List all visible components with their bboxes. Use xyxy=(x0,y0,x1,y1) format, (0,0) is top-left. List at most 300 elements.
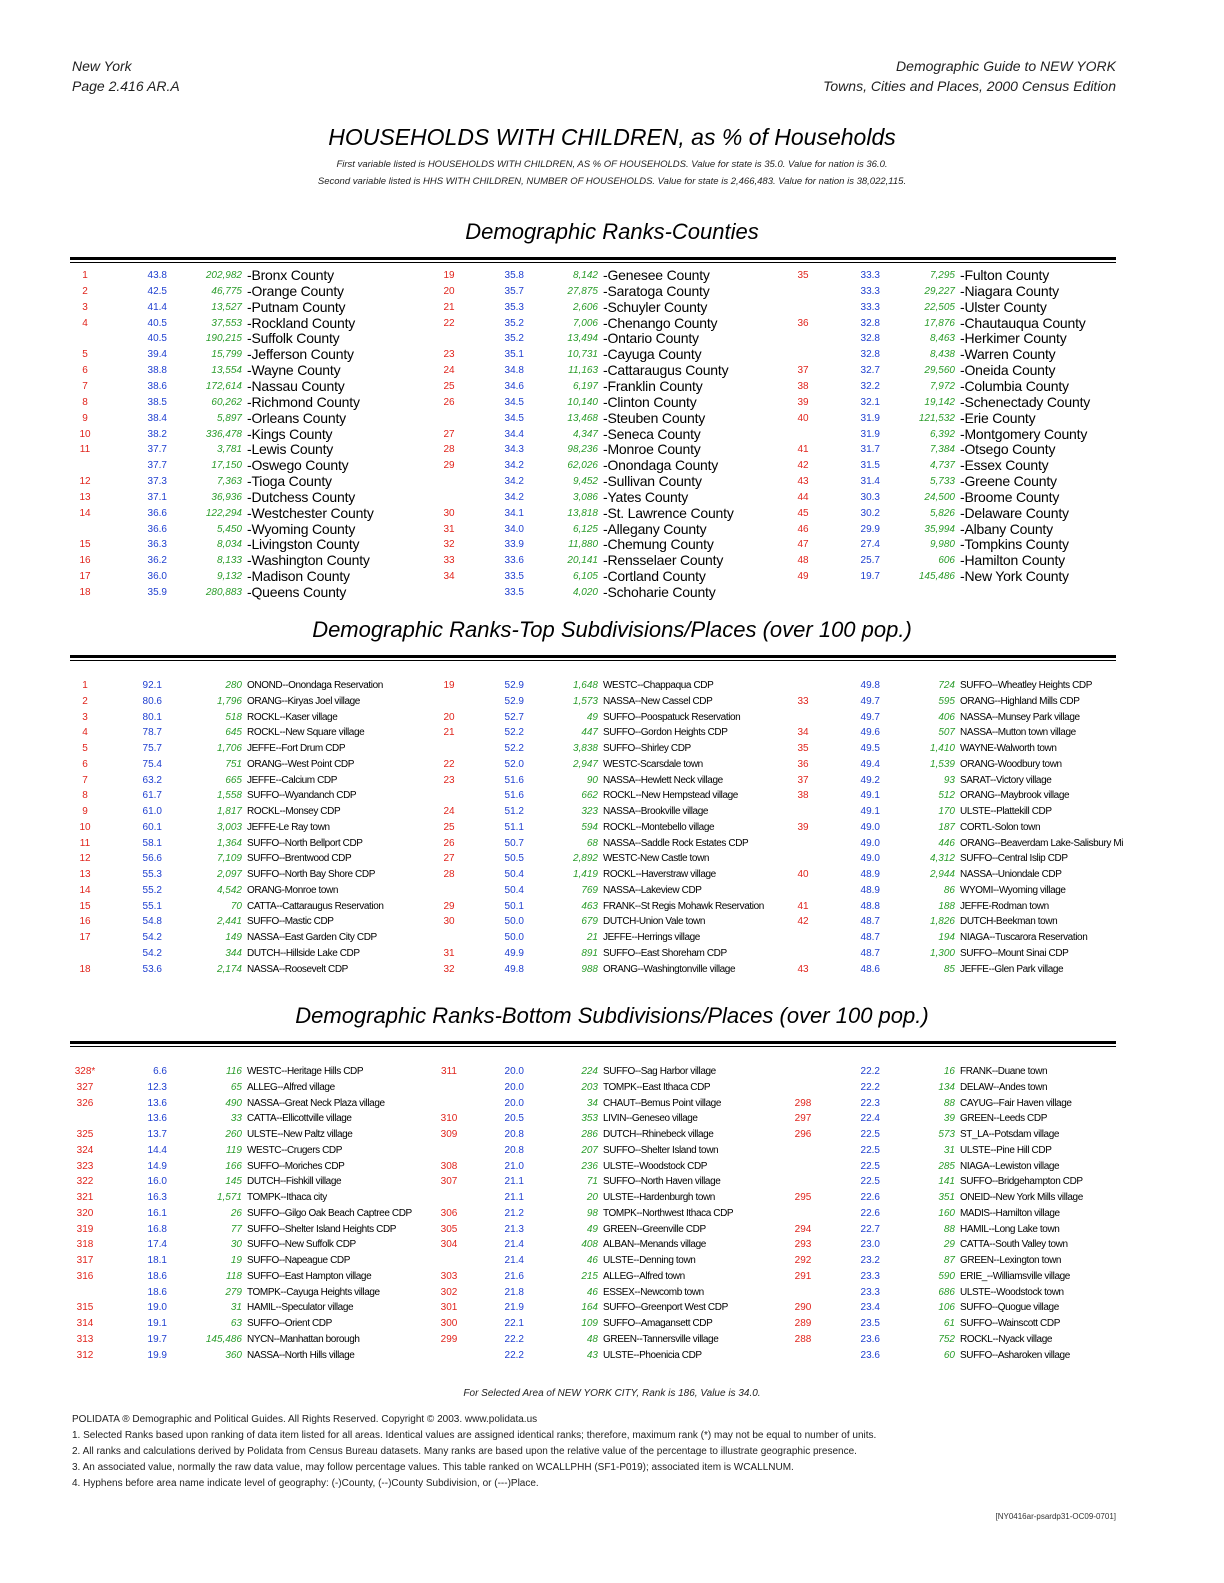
area-name-cell: ONEID--New York Mills village xyxy=(960,1192,1083,1203)
area-name-cell: ERIE_--Williamsville village xyxy=(960,1270,1070,1282)
count-cell: 1,796 xyxy=(216,695,242,707)
count-cell: 594 xyxy=(581,821,598,833)
area-name-cell: TOMPK--Ithaca city xyxy=(247,1192,327,1203)
rank-cell: 289 xyxy=(794,1318,812,1329)
percent-cell: 22.4 xyxy=(860,1113,880,1125)
count-cell: 34 xyxy=(586,1097,598,1109)
rank-cell: 18 xyxy=(79,963,91,975)
rank-cell: 9 xyxy=(82,806,88,817)
count-cell: 447 xyxy=(581,727,598,739)
percent-cell: 23.6 xyxy=(860,1333,880,1345)
area-name-cell: WESTC-New Castle town xyxy=(603,853,710,865)
count-cell: 3,781 xyxy=(216,444,242,456)
area-name-cell: SUFFO--Orient CDP xyxy=(247,1318,332,1329)
percent-cell: 37.7 xyxy=(147,444,167,456)
area-name-cell: -Chenango County xyxy=(603,314,718,331)
percent-cell: 19.9 xyxy=(147,1349,167,1361)
area-name-cell: SUFFO--Wainscott CDP xyxy=(960,1318,1060,1329)
nyc-note: For Selected Area of NEW YORK CITY, Rank is 186, Value is 34.0. xyxy=(463,1388,761,1399)
rank-cell: 7 xyxy=(82,380,88,392)
rank-cell: 10 xyxy=(79,821,91,833)
area-name-cell: -Clinton County xyxy=(603,393,697,410)
area-name-cell: -Delaware County xyxy=(960,504,1069,521)
guide-title: Demographic Guide to NEW YORK xyxy=(896,58,1116,74)
area-name-cell: DUTCH--Hillside Lake CDP xyxy=(247,947,360,959)
count-cell: 752 xyxy=(938,1333,955,1345)
count-cell: 662 xyxy=(581,790,598,802)
area-name-cell: -Sullivan County xyxy=(603,473,702,490)
area-name-cell: NASSA--Saddle Rock Estates CDP xyxy=(603,837,749,849)
count-cell: 86 xyxy=(943,884,955,896)
percent-cell: 16.0 xyxy=(147,1176,167,1188)
rank-cell: 31 xyxy=(443,947,455,959)
percent-cell: 19.1 xyxy=(147,1318,167,1329)
percent-cell: 37.3 xyxy=(147,476,167,488)
area-name-cell: ALLEG--Alfred village xyxy=(247,1081,335,1093)
area-name-cell: JEFFE-Rodman town xyxy=(960,900,1049,912)
area-name-cell: SUFFO--Napeague CDP xyxy=(247,1255,350,1266)
count-cell: 351 xyxy=(938,1192,955,1203)
rank-cell: 27 xyxy=(443,428,455,440)
count-cell: 5,733 xyxy=(929,476,955,488)
percent-cell: 33.6 xyxy=(504,555,524,567)
percent-cell: 52.9 xyxy=(504,695,524,707)
area-name-cell: -Richmond County xyxy=(247,393,360,410)
count-cell: 60,262 xyxy=(211,396,242,408)
count-cell: 190,215 xyxy=(205,333,242,345)
section-title-top: Demographic Ranks-Top Subdivisions/Places (over 100 pop.) xyxy=(312,617,912,642)
rank-cell: 19 xyxy=(443,270,455,281)
count-cell: 106 xyxy=(938,1302,955,1314)
count-cell: 5,450 xyxy=(216,523,242,535)
count-cell: 7,384 xyxy=(929,444,955,456)
rank-cell: 33 xyxy=(443,555,455,567)
count-cell: 4,347 xyxy=(572,428,598,440)
percent-cell: 38.5 xyxy=(147,396,167,408)
area-name-cell: -Albany County xyxy=(960,520,1053,537)
area-name-cell: SUFFO--Shirley CDP xyxy=(603,743,691,754)
rank-cell: 307 xyxy=(440,1176,458,1188)
percent-cell: 54.2 xyxy=(142,947,162,959)
rank-cell: 35 xyxy=(797,270,809,281)
area-name-cell: SUFFO--North Bay Shore CDP xyxy=(247,869,375,880)
count-cell: 13,494 xyxy=(567,333,598,345)
count-cell: 260 xyxy=(225,1129,242,1140)
percent-cell: 12.3 xyxy=(147,1081,167,1093)
percent-cell: 18.6 xyxy=(147,1270,167,1282)
rank-cell: 4 xyxy=(82,727,88,739)
percent-cell: 58.1 xyxy=(142,837,162,849)
percent-cell: 21.6 xyxy=(504,1270,524,1282)
count-cell: 686 xyxy=(938,1286,955,1298)
count-cell: 62,026 xyxy=(567,460,598,472)
footnote-copyright: POLIDATA ® Demographic and Political Guides. All Rights Reserved. Copyright © 2003. www.polidata.us xyxy=(72,1414,538,1425)
count-cell: 1,817 xyxy=(216,806,242,817)
count-cell: 85 xyxy=(943,963,955,975)
count-cell: 1,410 xyxy=(929,743,955,754)
count-cell: 188 xyxy=(938,900,955,912)
percent-cell: 33.9 xyxy=(504,539,524,551)
percent-cell: 23.2 xyxy=(860,1255,880,1266)
rank-cell: 13 xyxy=(79,869,91,880)
count-cell: 61 xyxy=(943,1318,955,1329)
count-cell: 4,542 xyxy=(216,884,242,896)
rank-cell: 36 xyxy=(797,758,809,770)
count-cell: 279 xyxy=(225,1286,242,1298)
count-cell: 285 xyxy=(938,1160,955,1172)
area-name-cell: SUFFO--Poospatuck Reservation xyxy=(603,711,741,723)
area-name-cell: -Chautauqua County xyxy=(960,314,1086,331)
percent-cell: 50.7 xyxy=(504,837,524,849)
percent-cell: 23.5 xyxy=(860,1318,880,1329)
area-name-cell: -Ontario County xyxy=(603,330,699,347)
area-name-cell: ORANG--West Point CDP xyxy=(247,758,354,770)
percent-cell: 19.7 xyxy=(147,1333,167,1345)
count-cell: 1,826 xyxy=(929,916,955,928)
count-cell: 13,527 xyxy=(211,301,242,313)
count-cell: 6,105 xyxy=(572,571,598,583)
percent-cell: 38.2 xyxy=(147,428,167,440)
area-name-cell: ORANG--Beaverdam Lake-Salisbury Mi xyxy=(960,837,1124,849)
count-cell: 43 xyxy=(586,1349,598,1361)
rank-cell: 49 xyxy=(797,571,809,583)
count-cell: 490 xyxy=(225,1097,242,1109)
rank-cell: 38 xyxy=(797,380,809,392)
area-name-cell: -Genesee County xyxy=(603,267,710,283)
percent-cell: 20.8 xyxy=(504,1144,524,1156)
rank-cell: 326 xyxy=(76,1097,94,1109)
rank-cell: 306 xyxy=(440,1207,458,1219)
percent-cell: 13.6 xyxy=(147,1113,167,1125)
percent-cell: 18.1 xyxy=(147,1255,167,1266)
percent-cell: 21.3 xyxy=(504,1223,524,1235)
area-name-cell: ORANG--Washingtonville village xyxy=(603,963,736,975)
count-cell: 6,197 xyxy=(572,380,598,392)
percent-cell: 33.5 xyxy=(504,571,524,583)
area-name-cell: DUTCH--Rhinebeck village xyxy=(603,1129,714,1140)
section-rule xyxy=(70,257,1116,260)
rank-cell: 29 xyxy=(443,460,455,472)
percent-cell: 27.4 xyxy=(860,539,880,551)
percent-cell: 36.0 xyxy=(147,571,167,583)
count-cell: 1,571 xyxy=(216,1192,242,1203)
rank-cell: 304 xyxy=(440,1239,458,1251)
count-cell: 344 xyxy=(225,947,242,959)
rank-cell: 19 xyxy=(443,680,455,691)
percent-cell: 29.9 xyxy=(860,523,880,535)
percent-cell: 34.2 xyxy=(504,460,524,472)
count-cell: 2,947 xyxy=(572,758,598,770)
percent-cell: 6.6 xyxy=(153,1066,167,1077)
count-cell: 145,486 xyxy=(918,571,955,583)
count-cell: 2,944 xyxy=(929,869,955,880)
count-cell: 2,174 xyxy=(216,963,242,975)
count-cell: 2,097 xyxy=(216,869,242,880)
percent-cell: 50.1 xyxy=(504,900,524,912)
count-cell: 71 xyxy=(586,1176,598,1188)
area-name-cell: JEFFE--Glen Park village xyxy=(960,963,1064,975)
rank-cell: 12 xyxy=(79,853,91,865)
area-name-cell: ESSEX--Newcomb town xyxy=(603,1286,704,1298)
percent-cell: 31.5 xyxy=(860,460,880,472)
percent-cell: 21.2 xyxy=(504,1207,524,1219)
count-cell: 988 xyxy=(581,963,598,975)
percent-cell: 56.6 xyxy=(142,853,162,865)
count-cell: 8,438 xyxy=(929,349,955,361)
area-name-cell: TOMPK--Northwest Ithaca CDP xyxy=(603,1207,734,1219)
percent-cell: 48.7 xyxy=(860,916,880,928)
area-name-cell: CATTA--Cattaraugus Reservation xyxy=(247,900,384,912)
rank-cell: 9 xyxy=(82,412,88,424)
section-rule xyxy=(70,1041,1116,1044)
rank-cell: 4 xyxy=(82,317,88,329)
count-cell: 769 xyxy=(581,884,598,896)
count-cell: 134 xyxy=(938,1081,955,1093)
percent-cell: 23.6 xyxy=(860,1349,880,1361)
rank-cell: 1 xyxy=(82,270,88,281)
count-cell: 145 xyxy=(225,1176,242,1188)
rank-cell: 322 xyxy=(76,1176,94,1188)
area-name-cell: NASSA--Great Neck Plaza village xyxy=(247,1097,385,1109)
count-cell: 8,034 xyxy=(216,539,242,551)
rank-cell: 295 xyxy=(794,1192,812,1203)
area-name-cell: -Oswego County xyxy=(247,457,349,474)
area-name-cell: ORANG--Kiryas Joel village xyxy=(247,695,360,707)
count-cell: 48 xyxy=(586,1333,598,1345)
count-cell: 507 xyxy=(938,727,955,739)
area-name-cell: -Chemung County xyxy=(603,536,714,553)
count-cell: 49 xyxy=(586,1223,598,1235)
percent-cell: 13.7 xyxy=(147,1129,167,1140)
area-name-cell: -Tioga County xyxy=(247,473,332,490)
count-cell: 35,994 xyxy=(924,523,955,535)
count-cell: 77 xyxy=(230,1223,242,1235)
count-cell: 286 xyxy=(581,1129,598,1140)
rank-cell: 26 xyxy=(443,837,455,849)
count-cell: 90 xyxy=(586,774,598,786)
area-name-cell: CAYUG--Fair Haven village xyxy=(960,1097,1072,1109)
percent-cell: 61.0 xyxy=(142,806,162,817)
area-name-cell: GREEN--Leeds CDP xyxy=(960,1113,1047,1125)
percent-cell: 16.8 xyxy=(147,1223,167,1235)
rank-cell: 39 xyxy=(797,396,809,408)
rank-cell: 2 xyxy=(82,285,88,297)
area-name-cell: -Essex County xyxy=(960,457,1049,474)
count-cell: 46 xyxy=(586,1286,598,1298)
variable-note-1: First variable listed is HOUSEHOLDS WITH CHILDREN, AS % OF HOUSEHOLDS. Value for state is 35.0. Value for nation is 36.0. xyxy=(336,159,888,170)
area-name-cell: -Wayne County xyxy=(247,362,341,379)
percent-cell: 48.7 xyxy=(860,932,880,943)
area-name-cell: -Montgomery County xyxy=(960,425,1088,442)
percent-cell: 33.3 xyxy=(860,301,880,313)
percent-cell: 35.7 xyxy=(504,285,524,297)
percent-cell: 23.4 xyxy=(860,1302,880,1314)
rank-cell: 11 xyxy=(79,837,91,849)
rank-cell: 15 xyxy=(79,900,91,912)
area-name-cell: CORTL-Solon town xyxy=(960,821,1041,833)
area-name-cell: ULSTE--Plattekill CDP xyxy=(960,806,1052,817)
rank-cell: 21 xyxy=(443,727,455,739)
area-name-cell: -Greene County xyxy=(960,473,1057,490)
area-name-cell: GREEN--Greenville CDP xyxy=(603,1223,706,1235)
count-cell: 31 xyxy=(943,1144,955,1156)
percent-cell: 22.2 xyxy=(504,1333,524,1345)
count-cell: 88 xyxy=(943,1223,955,1235)
rank-cell: 31 xyxy=(443,523,455,535)
count-cell: 7,295 xyxy=(929,270,955,281)
area-name-cell: SUFFO--Mount Sinai CDP xyxy=(960,947,1069,959)
page-header-left xyxy=(72,56,180,96)
area-name-cell: ST_LA--Potsdam village xyxy=(960,1129,1060,1140)
rank-cell: 24 xyxy=(443,806,455,817)
percent-cell: 33.3 xyxy=(860,270,880,281)
count-cell: 2,441 xyxy=(216,916,242,928)
rank-cell: 294 xyxy=(794,1223,812,1235)
rank-cell: 14 xyxy=(79,884,91,896)
area-name-cell: SUFFO--Amagansett CDP xyxy=(603,1318,713,1329)
percent-cell: 48.8 xyxy=(860,900,880,912)
rank-cell: 7 xyxy=(82,774,88,786)
rank-cell: 313 xyxy=(76,1333,94,1345)
rank-cell: 37 xyxy=(797,365,809,377)
count-cell: 3,838 xyxy=(572,743,598,754)
rank-cell: 34 xyxy=(797,727,809,739)
count-cell: 93 xyxy=(943,774,955,786)
area-name-cell: SUFFO--Moriches CDP xyxy=(247,1160,345,1172)
area-name-cell: TOMPK--Cayuga Heights village xyxy=(247,1286,380,1298)
count-cell: 1,419 xyxy=(572,869,598,880)
rank-cell: 5 xyxy=(82,349,88,361)
percent-cell: 22.1 xyxy=(504,1318,524,1329)
percent-cell: 40.5 xyxy=(147,333,167,345)
area-name-cell: CHAUT--Bemus Point village xyxy=(603,1097,721,1109)
percent-cell: 22.5 xyxy=(860,1129,880,1140)
count-cell: 2,892 xyxy=(572,853,598,865)
count-cell: 323 xyxy=(581,806,598,817)
percent-cell: 32.7 xyxy=(860,365,880,377)
count-cell: 751 xyxy=(225,758,242,770)
count-cell: 1,573 xyxy=(572,695,598,707)
count-cell: 164 xyxy=(581,1302,598,1314)
page-number: Page 2.416 AR.A xyxy=(72,78,180,94)
percent-cell: 49.7 xyxy=(860,695,880,707)
area-name-cell: -Washington County xyxy=(247,552,370,569)
count-cell: 20,141 xyxy=(567,555,598,567)
percent-cell: 50.5 xyxy=(504,853,524,865)
rank-cell: 321 xyxy=(76,1192,94,1203)
count-cell: 20 xyxy=(586,1192,598,1203)
rank-cell: 28 xyxy=(443,444,455,456)
percent-cell: 21.1 xyxy=(504,1192,524,1203)
area-name-cell: -Cattaraugus County xyxy=(603,362,729,379)
percent-cell: 21.4 xyxy=(504,1255,524,1266)
count-cell: 29,560 xyxy=(924,365,955,377)
area-name-cell: -Lewis County xyxy=(247,441,334,458)
count-cell: 17,876 xyxy=(924,317,955,329)
rank-cell: 298 xyxy=(794,1097,812,1109)
area-name-cell: HAMIL--Speculator village xyxy=(247,1302,354,1314)
count-cell: 160 xyxy=(938,1207,955,1219)
rank-cell: 32 xyxy=(443,963,455,975)
area-name-cell: SUFFO--East Shoreham CDP xyxy=(603,947,727,959)
count-cell: 202,982 xyxy=(205,270,242,281)
area-name-cell: NASSA--Uniondale CDP xyxy=(960,869,1062,880)
percent-cell: 49.2 xyxy=(860,774,880,786)
area-name-cell: -Franklin County xyxy=(603,377,703,394)
rank-cell: 323 xyxy=(76,1160,94,1172)
rank-cell: 315 xyxy=(76,1302,94,1314)
percent-cell: 22.6 xyxy=(860,1192,880,1203)
count-cell: 606 xyxy=(938,555,955,567)
count-cell: 408 xyxy=(581,1239,598,1251)
percent-cell: 49.1 xyxy=(860,806,880,817)
area-name-cell: ULSTE--Pine Hill CDP xyxy=(960,1144,1052,1156)
count-cell: 891 xyxy=(581,947,598,959)
percent-cell: 21.4 xyxy=(504,1239,524,1251)
rank-cell: 8 xyxy=(82,790,88,802)
percent-cell: 42.5 xyxy=(147,285,167,297)
rank-cell: 41 xyxy=(797,444,809,456)
area-name-cell: TOMPK--East Ithaca CDP xyxy=(603,1081,711,1093)
percent-cell: 34.8 xyxy=(504,365,524,377)
area-name-cell: -Columbia County xyxy=(960,377,1069,394)
area-name-cell: SUFFO--Quogue village xyxy=(960,1302,1059,1314)
count-cell: 119 xyxy=(226,1144,242,1156)
rank-cell: 24 xyxy=(443,365,455,377)
rank-cell: 6 xyxy=(82,758,88,770)
area-name-cell: SUFFO--North Bellport CDP xyxy=(247,837,363,849)
percent-cell: 48.6 xyxy=(860,963,880,975)
count-cell: 33 xyxy=(230,1113,242,1125)
rank-cell: 3 xyxy=(82,711,88,723)
percent-cell: 35.8 xyxy=(504,270,524,281)
count-cell: 9,980 xyxy=(929,539,955,551)
count-cell: 724 xyxy=(938,680,955,691)
area-name-cell: -Yates County xyxy=(603,488,689,505)
percent-cell: 37.7 xyxy=(147,460,167,472)
percent-cell: 54.8 xyxy=(142,916,162,928)
area-name-cell: -Putnam County xyxy=(247,298,346,315)
count-cell: 6,125 xyxy=(572,523,598,535)
rank-cell: 311 xyxy=(441,1066,457,1077)
percent-cell: 53.6 xyxy=(142,963,162,975)
percent-cell: 19.0 xyxy=(147,1302,167,1314)
percent-cell: 80.6 xyxy=(142,695,162,707)
count-cell: 7,109 xyxy=(216,853,242,865)
count-cell: 13,818 xyxy=(567,507,598,519)
area-name-cell: -Orleans County xyxy=(247,409,346,426)
count-cell: 98 xyxy=(586,1207,598,1219)
percent-cell: 48.9 xyxy=(860,869,880,880)
area-name-cell: SUFFO--Shelter Island town xyxy=(603,1144,719,1156)
percent-cell: 31.4 xyxy=(860,476,880,488)
rank-cell: 43 xyxy=(797,476,809,488)
area-name-cell: HAMIL--Long Lake town xyxy=(960,1223,1060,1235)
area-name-cell: -New York County xyxy=(960,568,1069,585)
rank-cell: 308 xyxy=(440,1160,458,1172)
percent-cell: 34.2 xyxy=(504,476,524,488)
count-cell: 215 xyxy=(581,1270,598,1282)
rank-cell: 17 xyxy=(79,571,91,583)
rank-cell: 35 xyxy=(797,743,809,754)
area-name-cell: -Hamilton County xyxy=(960,552,1065,569)
area-name-cell: -Allegany County xyxy=(603,520,707,537)
area-name-cell: -Orange County xyxy=(247,282,344,299)
count-cell: 187 xyxy=(938,821,955,833)
count-cell: 49 xyxy=(586,711,598,723)
percent-cell: 51.6 xyxy=(504,790,524,802)
area-name-cell: ROCKL--New Square village xyxy=(247,727,365,739)
